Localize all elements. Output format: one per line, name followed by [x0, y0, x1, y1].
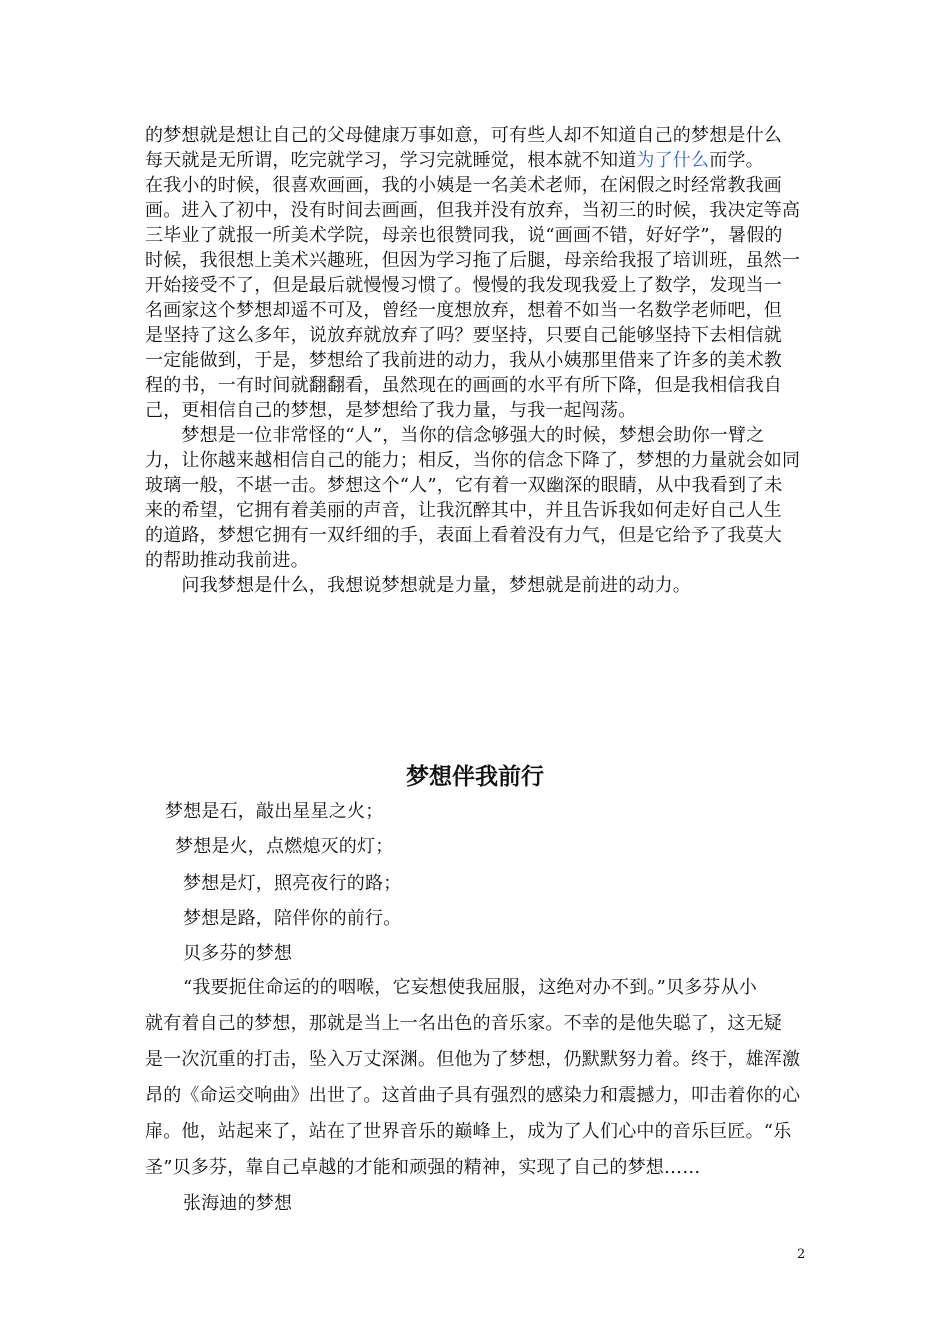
text-line: 的帮助推动我前进。 [145, 550, 309, 571]
text-line: 己，更相信自己的梦想，是梦想给了我力量，与我一起闯荡。 [145, 400, 637, 421]
text-line: 扉。他，站起来了，站在了世界音乐的巅峰上，成为了人们心中的音乐巨匠。“乐 [145, 1121, 792, 1142]
text-line: 力，让你越来越相信自己的能力；相反，当你的信念下降了，梦想的力量就会如同 [145, 450, 801, 471]
text-line: “我要扼住命运的的咽喉，它妄想使我屈服，这绝对办不到。”贝多芬从小 [183, 977, 758, 998]
text-line: 的道路，梦想它拥有一双纤细的手，表面上看着没有力气，但是它给予了我莫大 [145, 525, 782, 546]
text-line: 圣”贝多芬，靠自己卓越的才能和顽强的精神，实现了自己的梦想…… [145, 1157, 701, 1178]
text-line: 在我小的时候，很喜欢画画，我的小姨是一名美术老师，在闲假之时经常教我画 [145, 175, 782, 196]
text-line: 画。进入了初中，没有时间去画画，但我并没有放弃，当初三的时候，我决定等高 [145, 200, 801, 221]
text-line: 每天就是无所谓，吃完就学习，学习完就睡觉，根本就不知道为了什么而学。 [145, 150, 764, 171]
page-number: 2 [797, 1247, 806, 1262]
text-line: 是一次沉重的打击，坠入万丈深渊。但他为了梦想，仍默默努力着。终于，雄浑激 [145, 1049, 801, 1070]
text-line: 的梦想就是想让自己的父母健康万事如意，可有些人却不知道自己的梦想是什么 [145, 125, 782, 146]
text-line: 问我梦想是什么，我想说梦想就是力量，梦想就是前进的动力。 [145, 575, 691, 596]
essay-title: 梦想伴我前行 [406, 764, 544, 790]
text-line: 名画家这个梦想却遥不可及，曾经一度想放弃，想着不如当一名数学老师吧，但 [145, 300, 782, 321]
text-line: 三毕业了就报一所美术学院，母亲也很赞同我，说“画画不错，好好学”，暑假的 [145, 225, 783, 246]
section-subheading: 张海迪的梦想 [183, 1193, 293, 1214]
text-line: 开始接受不了，但是最后就慢慢习惯了。慢慢的我发现我爱上了数学，发现当一 [145, 275, 782, 296]
poem-line: 梦想是路，陪伴你的前行。 [183, 908, 402, 929]
poem-line: 梦想是灯，照亮夜行的路； [183, 873, 402, 894]
hyperlink[interactable]: 为了什么 [636, 150, 710, 171]
text-line: 时候，我很想上美术兴趣班，但因为学习拖了后腿，母亲给我报了培训班，虽然一 [145, 250, 801, 271]
section-subheading: 贝多芬的梦想 [183, 943, 293, 964]
poem-line: 梦想是火，点燃熄灭的灯； [175, 836, 394, 857]
text-line: 来的希望，它拥有着美丽的声音，让我沉醉其中，并且告诉我如何走好自己人生 [145, 500, 782, 521]
poem-line: 梦想是石，敲出星星之火； [165, 801, 384, 822]
text-line: 一定能做到，于是，梦想给了我前进的动力，我从小姨那里借来了许多的美术教 [145, 350, 782, 371]
text-line: 玻璃一般，不堪一击。梦想这个“人”，它有着一双幽深的眼睛，从中我看到了未 [145, 475, 783, 496]
text-line: 昂的《命运交响曲》出世了。这首曲子具有强烈的感染力和震撼力，叩击着你的心 [145, 1085, 801, 1106]
text-line: 就有着自己的梦想，那就是当上一名出色的音乐家。不幸的是他失聪了，这无疑 [145, 1013, 782, 1034]
text-line: 程的书，一有时间就翻翻看，虽然现在的画画的水平有所下降，但是我相信我自 [145, 375, 782, 396]
text-line: 是坚持了这么多年，说放弃就放弃了吗？要坚持，只要自己能够坚持下去相信就 [145, 325, 782, 346]
text-line: 梦想是一位非常怪的“人”，当你的信念够强大的时候，梦想会助你一臂之 [145, 425, 765, 446]
